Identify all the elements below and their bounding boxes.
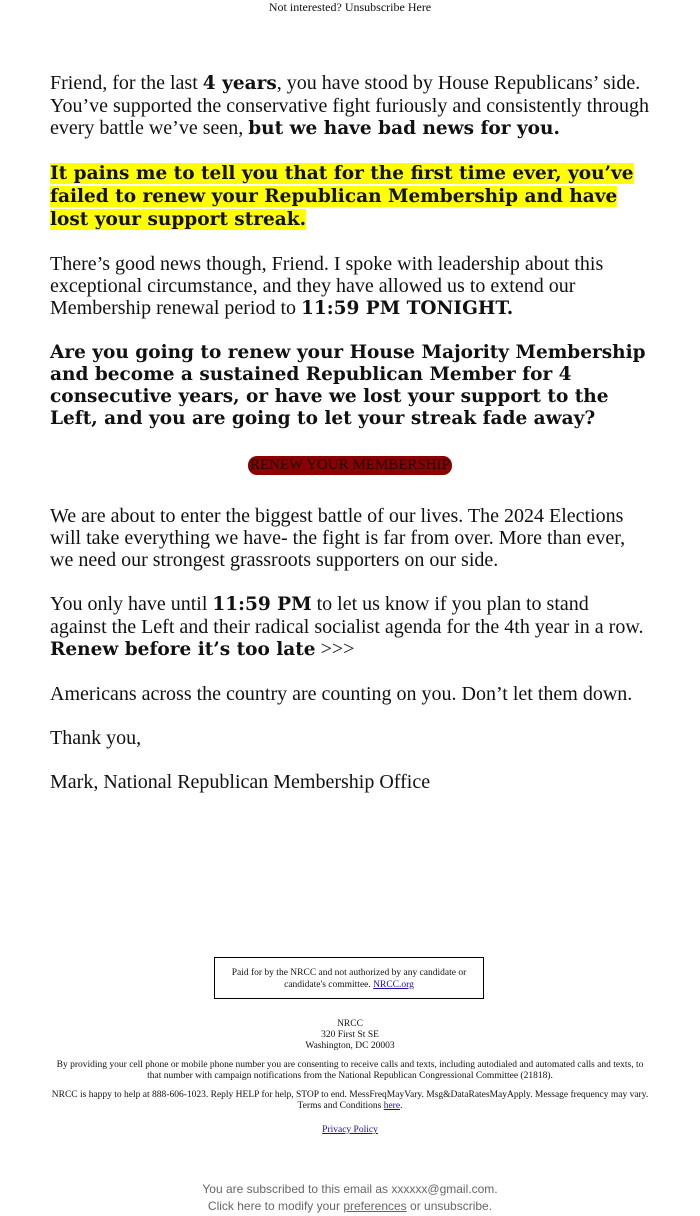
deadline-text-2: to let us know if you plan to stand against the Left and their radical socialist agenda for the 4th year in a row. bbox=[50, 593, 644, 638]
top-unsubscribe-bar bbox=[0, 0, 700, 14]
period: . bbox=[400, 1101, 403, 1111]
privacy-container bbox=[0, 1125, 700, 1136]
deadline-bold: 11:59 PM TONIGHT. bbox=[301, 298, 514, 319]
nrcc-org-link[interactable]: NRCC.org bbox=[373, 980, 414, 990]
counting-paragraph: Americans across the country are counting on you. Don’t let them down. bbox=[50, 683, 633, 705]
renew-membership-button[interactable]: RENEW YOUR MEMBERSHIP bbox=[249, 457, 451, 473]
mailing-address bbox=[0, 1019, 700, 1052]
renew-before-late-link[interactable]: Renew before it’s too late bbox=[50, 639, 316, 660]
highlighted-warning: It pains me to tell you that for the first time ever, you’ve failed to renew your Republican Membership and have lost your support streak. bbox=[50, 163, 634, 230]
intro-bold-years: 4 years bbox=[202, 73, 277, 94]
unsubscribe-link[interactable]: Not interested? Unsubscribe Here bbox=[268, 0, 432, 14]
intro-text-2: , you have stood by House Republicans’ side. You’ve supported the conservative fight furiously and consistently through every battle we’ve seen, bbox=[50, 72, 649, 139]
renewal-question: Are you going to renew your House Majority Membership and become a sustained Republican Member for 4 consecutive years, or have we lost your support to the Left, and you are going to let your streak fade away? bbox=[50, 342, 646, 429]
intro-text-1: Friend, for the last bbox=[50, 72, 203, 94]
extension-text: There’s good news though, Friend. I spoke with leadership about this exceptional circumstance, and they have allowed us to extend our Membership renewal period to bbox=[50, 253, 604, 319]
address-street: 320 First St SE bbox=[321, 1030, 379, 1040]
closing-line: Thank you, bbox=[50, 727, 142, 749]
disclaimer-text: Paid for by the NRCC and not authorized by any candidate or candidate's committee. bbox=[231, 968, 467, 990]
sms-consent-text: By providing your cell phone or mobile phone number you are consenting to receive calls and texts, including autodialed and automated calls and texts, to that number with campaign notifications from the National Republican Congressional Committee (21818). bbox=[56, 1060, 644, 1081]
deadline-time-bold: 11:59 PM bbox=[212, 594, 312, 615]
modify-line bbox=[0, 1198, 700, 1215]
modify-prefix: Click here to modify your bbox=[207, 1199, 344, 1213]
terms-here-link[interactable]: here bbox=[383, 1101, 401, 1111]
intro-paragraph bbox=[50, 72, 650, 140]
subscription-info bbox=[0, 1181, 700, 1215]
modify-suffix: or unsubscribe. bbox=[406, 1199, 493, 1213]
intro-bold-bad-news: but we have bad news for you. bbox=[248, 118, 560, 139]
privacy-policy-link[interactable]: Privacy Policy bbox=[322, 1125, 378, 1135]
help-text: NRCC is happy to help at 888-606-1023. Reply HELP for help, STOP to end. MessFreqMayVary. Msg&DataRatesMayApply. Message frequency may vary. Terms and Conditions bbox=[51, 1090, 649, 1111]
paid-for-disclaimer bbox=[214, 957, 484, 999]
address-org: NRCC bbox=[337, 1019, 363, 1029]
cta-container bbox=[50, 452, 650, 475]
email-body bbox=[50, 72, 650, 815]
sms-help-text bbox=[50, 1090, 650, 1112]
highlight-paragraph bbox=[50, 162, 650, 231]
extension-paragraph bbox=[50, 253, 650, 320]
deadline-text-1: You only have until bbox=[50, 593, 213, 615]
subscribed-as-text: You are subscribed to this email as xxxxxx@gmail.com. bbox=[202, 1182, 498, 1196]
address-city: Washington, DC 20003 bbox=[305, 1041, 395, 1051]
battle-paragraph: We are about to enter the biggest battle of our lives. The 2024 Elections will take everything we have- the fight is far from over. More than ever, we need our strongest grassroots supporters on our side. bbox=[50, 505, 626, 571]
deadline-paragraph bbox=[50, 593, 650, 661]
signature: Mark, National Republican Membership Office bbox=[50, 771, 431, 793]
preferences-link[interactable]: preferences bbox=[343, 1199, 407, 1213]
arrows-text: >>> bbox=[315, 638, 355, 660]
